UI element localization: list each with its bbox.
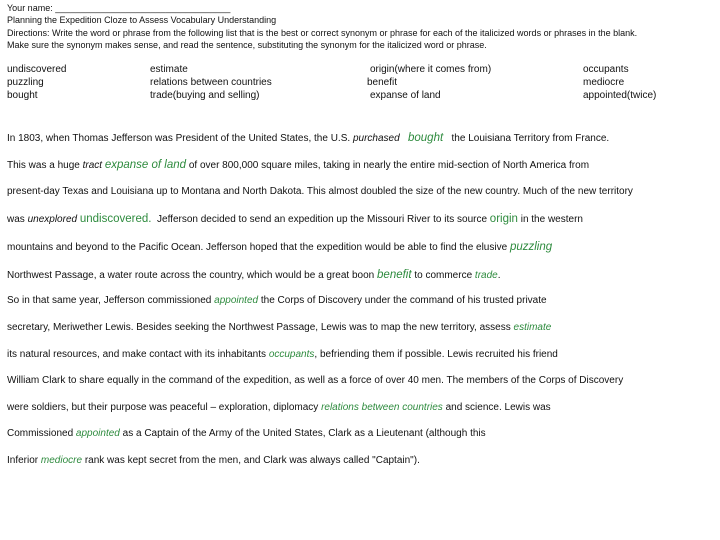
word-bank-item: origin(where it comes from) — [370, 64, 492, 75]
answer: trade — [474, 270, 498, 281]
answer: occupants — [268, 349, 315, 360]
passage-line: its natural resources, and make contact with its inhabitants occupants, befriending them if possible. Lewis recruited his friend — [7, 349, 558, 360]
word-bank-item: bought — [7, 90, 38, 101]
word-bank-item: undiscovered — [7, 64, 67, 75]
directions-line-2: Make sure the synonym makes sense, and read the sentence, substituting the synonym for the italicized word or phrase. — [7, 40, 487, 50]
word-bank-item: occupants — [583, 64, 629, 75]
passage-line: was unexplored undiscovered. Jefferson decided to send an expedition up the Missouri River to its source origin in the western — [7, 213, 583, 225]
answer: appointed — [214, 295, 259, 306]
word-bank-item: trade(buying and selling) — [150, 90, 260, 101]
answer: appointed — [75, 428, 120, 439]
passage-line: Inferior mediocre rank was kept secret from the men, and Clark was always called "Captain"). — [7, 455, 420, 466]
word-bank-item: estimate — [150, 64, 188, 75]
word-bank-item: appointed(twice) — [583, 90, 657, 101]
answer: undiscovered. — [79, 213, 152, 225]
word-bank-item: puzzling — [7, 77, 44, 88]
passage-line: So in that same year, Jefferson commissioned appointed the Corps of Discovery under the command of his trusted private — [7, 295, 547, 306]
passage-line: Northwest Passage, a water route across the country, which would be a great boon benefit to commerce trade. — [7, 269, 501, 281]
vocab-word: tract — [82, 160, 103, 171]
directions-line-1: Directions: Write the word or phrase from the following list that is the best or correct synonym or phrase for each of the italicized words or phrases in the blank. — [7, 28, 638, 38]
word-bank-item: expanse of land — [370, 90, 441, 101]
passage-line: secretary, Meriwether Lewis. Besides seeking the Northwest Passage, Lewis was to map the new territory, assess estimate — [7, 322, 552, 333]
passage-line: were soldiers, but their purpose was peaceful – exploration, diplomacy relations between countries and science. Lewis was — [7, 402, 551, 413]
answer: origin — [489, 213, 518, 225]
answer: benefit — [377, 269, 412, 281]
worksheet-title: Planning the Expedition Cloze to Assess Vocabulary Understanding — [7, 15, 277, 25]
passage-line: Commissioned appointed as a Captain of the Army of the United States, Clark as a Lieutenant (although this — [7, 428, 486, 439]
passage-line: This was a huge tract expanse of land of over 800,000 square miles, taking in nearly the entire mid-section of North America from — [7, 159, 590, 171]
answer: puzzling — [509, 241, 553, 253]
answer: expanse of land — [104, 159, 187, 171]
passage-line: mountains and beyond to the Pacific Ocean. Jefferson hoped that the expedition would be able to find the elusive puzzling — [7, 241, 553, 253]
vocab-word: unexplored — [27, 214, 78, 225]
name-line: Your name: ___________________________________ — [7, 3, 231, 13]
passage-line: William Clark to share equally in the command of the expedition, as well as a force of over 40 men. The members of the Corps of Discovery — [7, 375, 624, 386]
answer: bought — [408, 132, 444, 144]
word-bank-item: relations between countries — [150, 77, 272, 88]
passage-line: In 1803, when Thomas Jefferson was President of the United States, the U.S. purchased bought the Louisiana Territory from France. — [7, 132, 610, 144]
word-bank-item: mediocre — [583, 77, 625, 88]
word-bank-item: benefit — [367, 77, 398, 88]
answer: mediocre — [40, 455, 83, 466]
answer: estimate — [513, 322, 552, 333]
passage-line: present-day Texas and Louisiana up to Montana and North Dakota. This almost doubled the size of the new country. Much of the new territory — [7, 186, 633, 197]
vocab-word: purchased — [352, 133, 400, 144]
answer: relations between countries — [321, 402, 443, 413]
